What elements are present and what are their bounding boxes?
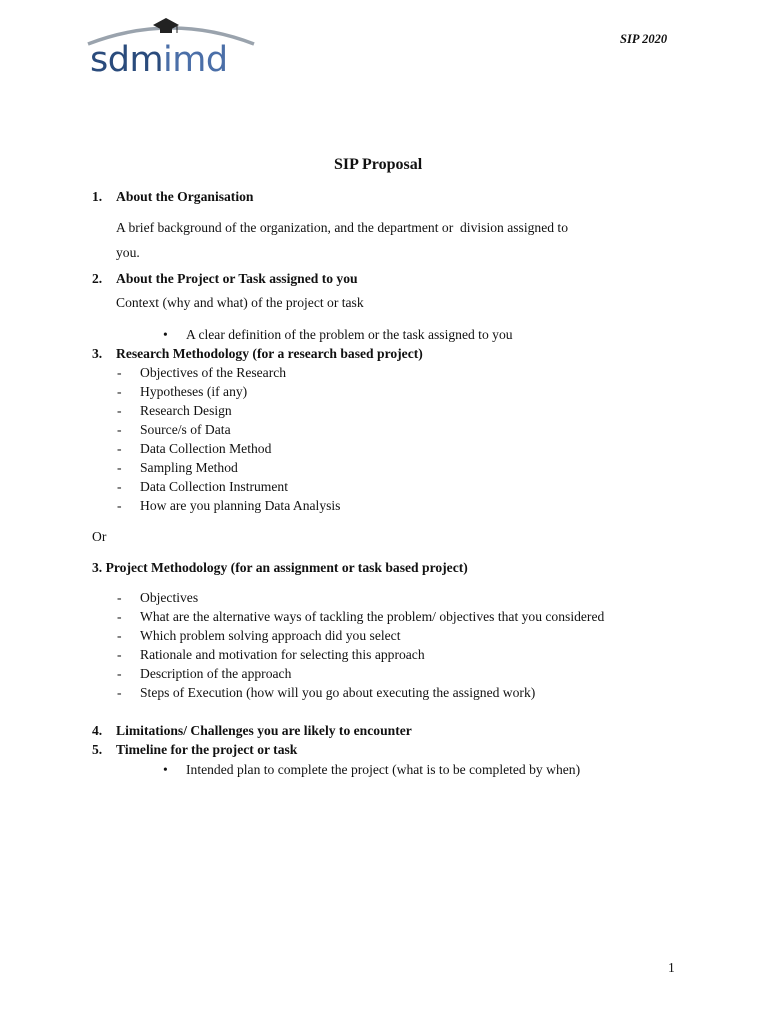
dash-marker: - xyxy=(117,647,122,662)
section-1-paragraph-line-1: A brief background of the organization, and the department or division assigned to xyxy=(116,220,569,235)
section-3-number: 3. xyxy=(92,346,103,361)
dash-marker: - xyxy=(117,384,122,399)
or-separator: Or xyxy=(92,529,107,544)
dash-marker: - xyxy=(117,441,122,456)
section-4-number: 4. xyxy=(92,723,103,738)
research-item: Research Design xyxy=(140,403,232,418)
research-item: Data Collection Instrument xyxy=(140,479,288,494)
sdmimd-logo xyxy=(86,16,256,82)
dash-marker: - xyxy=(117,498,122,513)
project-item: What are the alternative ways of tackling the problem/ objectives that you considered xyxy=(140,609,605,624)
dash-marker: - xyxy=(117,365,122,380)
document-tag: SIP 2020 xyxy=(620,32,668,46)
dash-marker: - xyxy=(117,590,122,605)
section-3-heading: Research Methodology (for a research based project) xyxy=(116,346,423,361)
section-1-number: 1. xyxy=(92,189,103,204)
bullet-icon: • xyxy=(163,762,168,777)
section-1-paragraph-line-2: you. xyxy=(116,245,140,260)
dash-marker: - xyxy=(117,479,122,494)
logo-text-imd: imd xyxy=(163,40,228,80)
bullet-icon: • xyxy=(163,327,168,342)
logo-text-sdm: sdm xyxy=(90,40,164,80)
project-item: Rationale and motivation for selecting this approach xyxy=(140,647,425,662)
page-title: SIP Proposal xyxy=(334,156,423,173)
project-item: Objectives xyxy=(140,590,199,605)
research-item: How are you planning Data Analysis xyxy=(140,498,341,513)
section-3-alt-heading: 3. Project Methodology (for an assignment or task based project) xyxy=(92,560,468,575)
dash-marker: - xyxy=(117,685,122,700)
research-item: Hypotheses (if any) xyxy=(140,384,248,399)
dash-marker: - xyxy=(117,460,122,475)
section-2-heading: About the Project or Task assigned to you xyxy=(116,271,358,286)
dash-marker: - xyxy=(117,403,122,418)
dash-marker: - xyxy=(117,609,122,624)
dash-marker: - xyxy=(117,628,122,643)
section-5-heading: Timeline for the project or task xyxy=(116,742,298,757)
section-2-context: Context (why and what) of the project or task xyxy=(116,295,364,310)
section-2-number: 2. xyxy=(92,271,103,286)
dash-marker: - xyxy=(117,422,122,437)
project-item: Description of the approach xyxy=(140,666,292,681)
section-2-bullet-text: A clear definition of the problem or the task assigned to you xyxy=(186,327,513,342)
section-5-bullet-text: Intended plan to complete the project (what is to be completed by when) xyxy=(186,762,581,777)
research-item: Sampling Method xyxy=(140,460,238,475)
section-5-number: 5. xyxy=(92,742,103,757)
project-item: Steps of Execution (how will you go about executing the assigned work) xyxy=(140,685,536,700)
section-1-heading: About the Organisation xyxy=(116,189,254,204)
page-number: 1 xyxy=(668,960,675,975)
project-item: Which problem solving approach did you select xyxy=(140,628,401,643)
research-item: Data Collection Method xyxy=(140,441,272,456)
dash-marker: - xyxy=(117,666,122,681)
research-item: Source/s of Data xyxy=(140,422,231,437)
section-4-heading: Limitations/ Challenges you are likely to encounter xyxy=(116,723,412,738)
research-item: Objectives of the Research xyxy=(140,365,287,380)
